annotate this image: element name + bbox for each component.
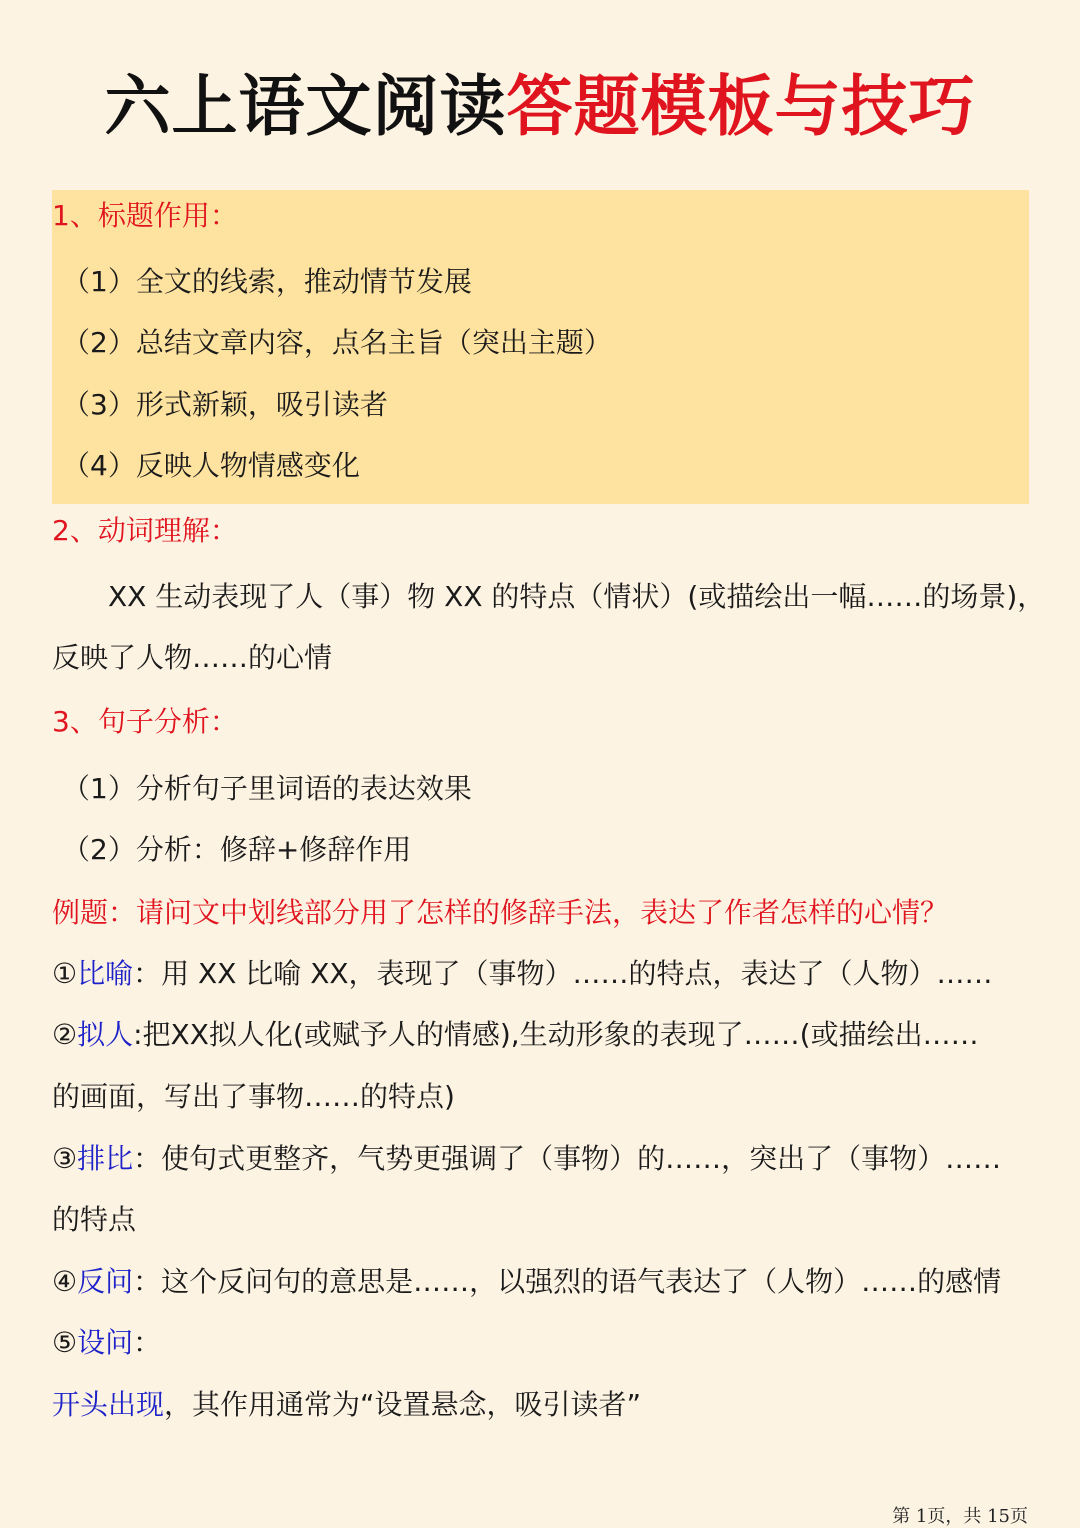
hypophora-opening-usage bbox=[52, 1385, 641, 1425]
rhetoric-term: 拟人 bbox=[77, 1018, 134, 1051]
rhetoric-text: ：这个反问句的意思是……，以强烈的语气表达了（人物）……的感情 bbox=[133, 1265, 1002, 1298]
rhetoric-text: :把XX拟人化(或赋予人的情感),生动形象的表现了……(或描绘出…… bbox=[133, 1018, 979, 1051]
rhetoric-hypophora bbox=[52, 1323, 161, 1363]
section-1-item-1: （1）全文的线索，推动情节发展 bbox=[62, 265, 472, 298]
section-3-heading: 3、句子分析： bbox=[52, 705, 238, 738]
rhetoric-personification-continued: 的画面，写出了事物……的特点) bbox=[52, 1080, 455, 1113]
example-question: 例题：请问文中划线部分用了怎样的修辞手法，表达了作者怎样的心情？ bbox=[52, 896, 949, 929]
rhetoric-number: ⑤ bbox=[52, 1326, 78, 1359]
rhetoric-personification bbox=[52, 1015, 979, 1055]
rhetoric-number: ② bbox=[52, 1018, 78, 1051]
rhetoric-rhetorical-question bbox=[52, 1262, 1001, 1302]
section-3-item-2: （2）分析：修辞+修辞作用 bbox=[62, 833, 412, 866]
rhetoric-number: ① bbox=[52, 957, 78, 990]
rhetoric-text: ：使句式更整齐，气势更强调了（事物）的……，突出了（事物）…… bbox=[133, 1142, 1002, 1175]
section-1-item-3: （3）形式新颖，吸引读者 bbox=[62, 388, 388, 421]
rhetoric-parallelism bbox=[52, 1139, 1001, 1179]
section-2-heading: 2、动词理解： bbox=[52, 514, 238, 547]
title-black-part: 六上语文阅读 bbox=[104, 68, 507, 145]
section-1-item-2: （2）总结文章内容，点名主旨（突出主题） bbox=[62, 326, 612, 359]
rhetoric-text: ： bbox=[133, 1326, 162, 1359]
section-2-paragraph-line-1: XX 生动表现了人（事）物 XX 的特点（情状）(或描绘出一幅……的场景)， bbox=[108, 580, 1046, 613]
usage-term: 开头出现 bbox=[52, 1388, 165, 1421]
rhetoric-term: 排比 bbox=[77, 1142, 134, 1175]
rhetoric-parallelism-continued: 的特点 bbox=[52, 1203, 137, 1236]
rhetoric-metaphor bbox=[52, 954, 993, 994]
rhetoric-number: ③ bbox=[52, 1142, 78, 1175]
rhetoric-text: ：用 XX 比喻 XX，表现了（事物）……的特点，表达了（人物）…… bbox=[133, 957, 993, 990]
section-3-item-1: （1）分析句子里词语的表达效果 bbox=[62, 772, 472, 805]
page-number: 第 1页，共 15页 bbox=[892, 1506, 1028, 1527]
title-red-part: 答题模板与技巧 bbox=[506, 68, 976, 145]
rhetoric-term: 设问 bbox=[77, 1326, 134, 1359]
page-title bbox=[0, 62, 1080, 152]
usage-text: ，其作用通常为“设置悬念，吸引读者” bbox=[164, 1388, 642, 1421]
rhetoric-number: ④ bbox=[52, 1265, 78, 1298]
rhetoric-term: 反问 bbox=[77, 1265, 134, 1298]
section-2-paragraph-line-2: 反映了人物……的心情 bbox=[52, 641, 333, 674]
rhetoric-term: 比喻 bbox=[77, 957, 134, 990]
section-1-heading: 1、标题作用： bbox=[52, 199, 238, 232]
section-1-item-4: （4）反映人物情感变化 bbox=[62, 449, 360, 482]
